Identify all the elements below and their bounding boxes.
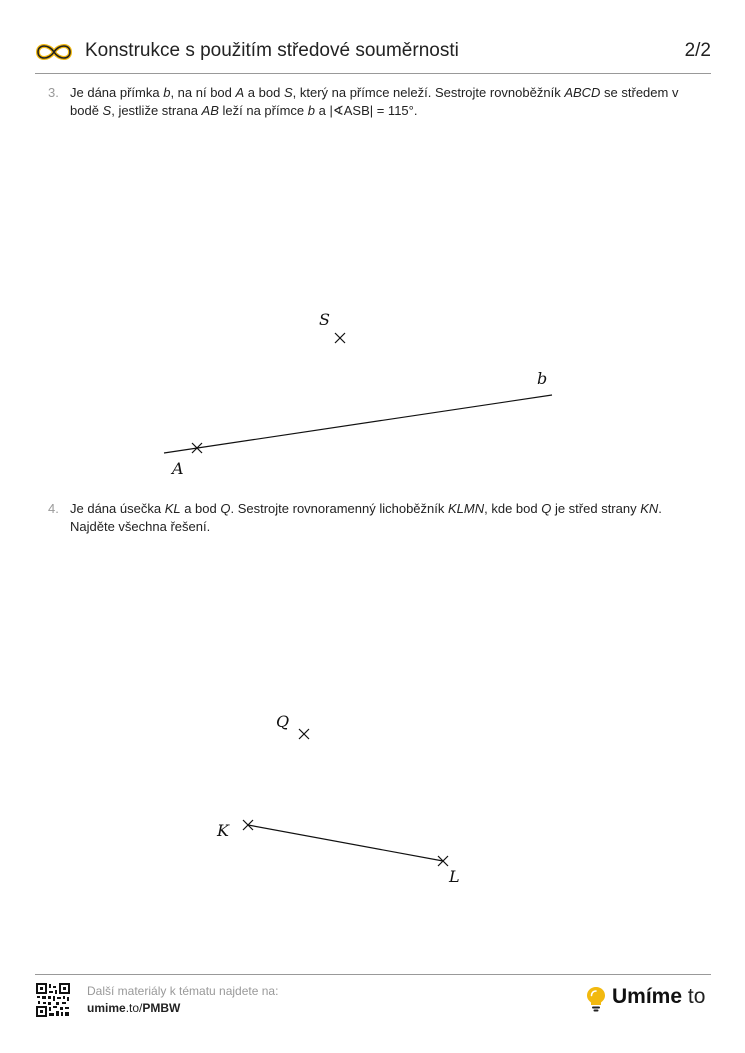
label-b: b: [537, 369, 548, 388]
page-title: Konstrukce s použitím středové souměrnosti: [85, 40, 459, 61]
label-s: S: [319, 310, 330, 329]
lightbulb-icon: [586, 986, 606, 1012]
footer-note: Další materiály k tématu najdete na:: [87, 984, 279, 998]
task-number: 4.: [48, 501, 59, 516]
footer-divider: [35, 974, 711, 975]
task-text: Je dána úsečka KL a bod Q. Sestrojte rovnoramenný lichoběžník KLMN, kde bod Q je střed strany KN. Najděte všechna řešení.: [70, 501, 662, 534]
label-q: Q: [276, 712, 290, 731]
segment-kl: [248, 825, 443, 861]
task-number: 3.: [48, 85, 59, 100]
line-b: [164, 395, 552, 453]
label-k: K: [217, 821, 229, 840]
label-l: L: [449, 867, 460, 886]
page-number: 2/2: [684, 40, 711, 61]
brand-name: Umíme to: [612, 985, 706, 1008]
point-l-cross: [438, 856, 448, 866]
label-a: A: [172, 459, 184, 478]
point-q-cross: [299, 729, 309, 739]
footer-link[interactable]: umime.to/PMBW: [87, 1001, 181, 1015]
figure-task-4: [216, 712, 460, 886]
figure-task-3: [164, 310, 552, 478]
task-text: Je dána přímka b, na ní bod A a bod S, který na přímce neleží. Sestrojte rovnoběžník ABCD se středem v bodě S, jestliže strana AB leží na přímce b a |∢ASB| = 115°.: [70, 85, 679, 118]
qr-code-icon: [36, 983, 70, 1017]
point-k-cross: [243, 820, 253, 830]
point-s-cross: [335, 333, 345, 343]
